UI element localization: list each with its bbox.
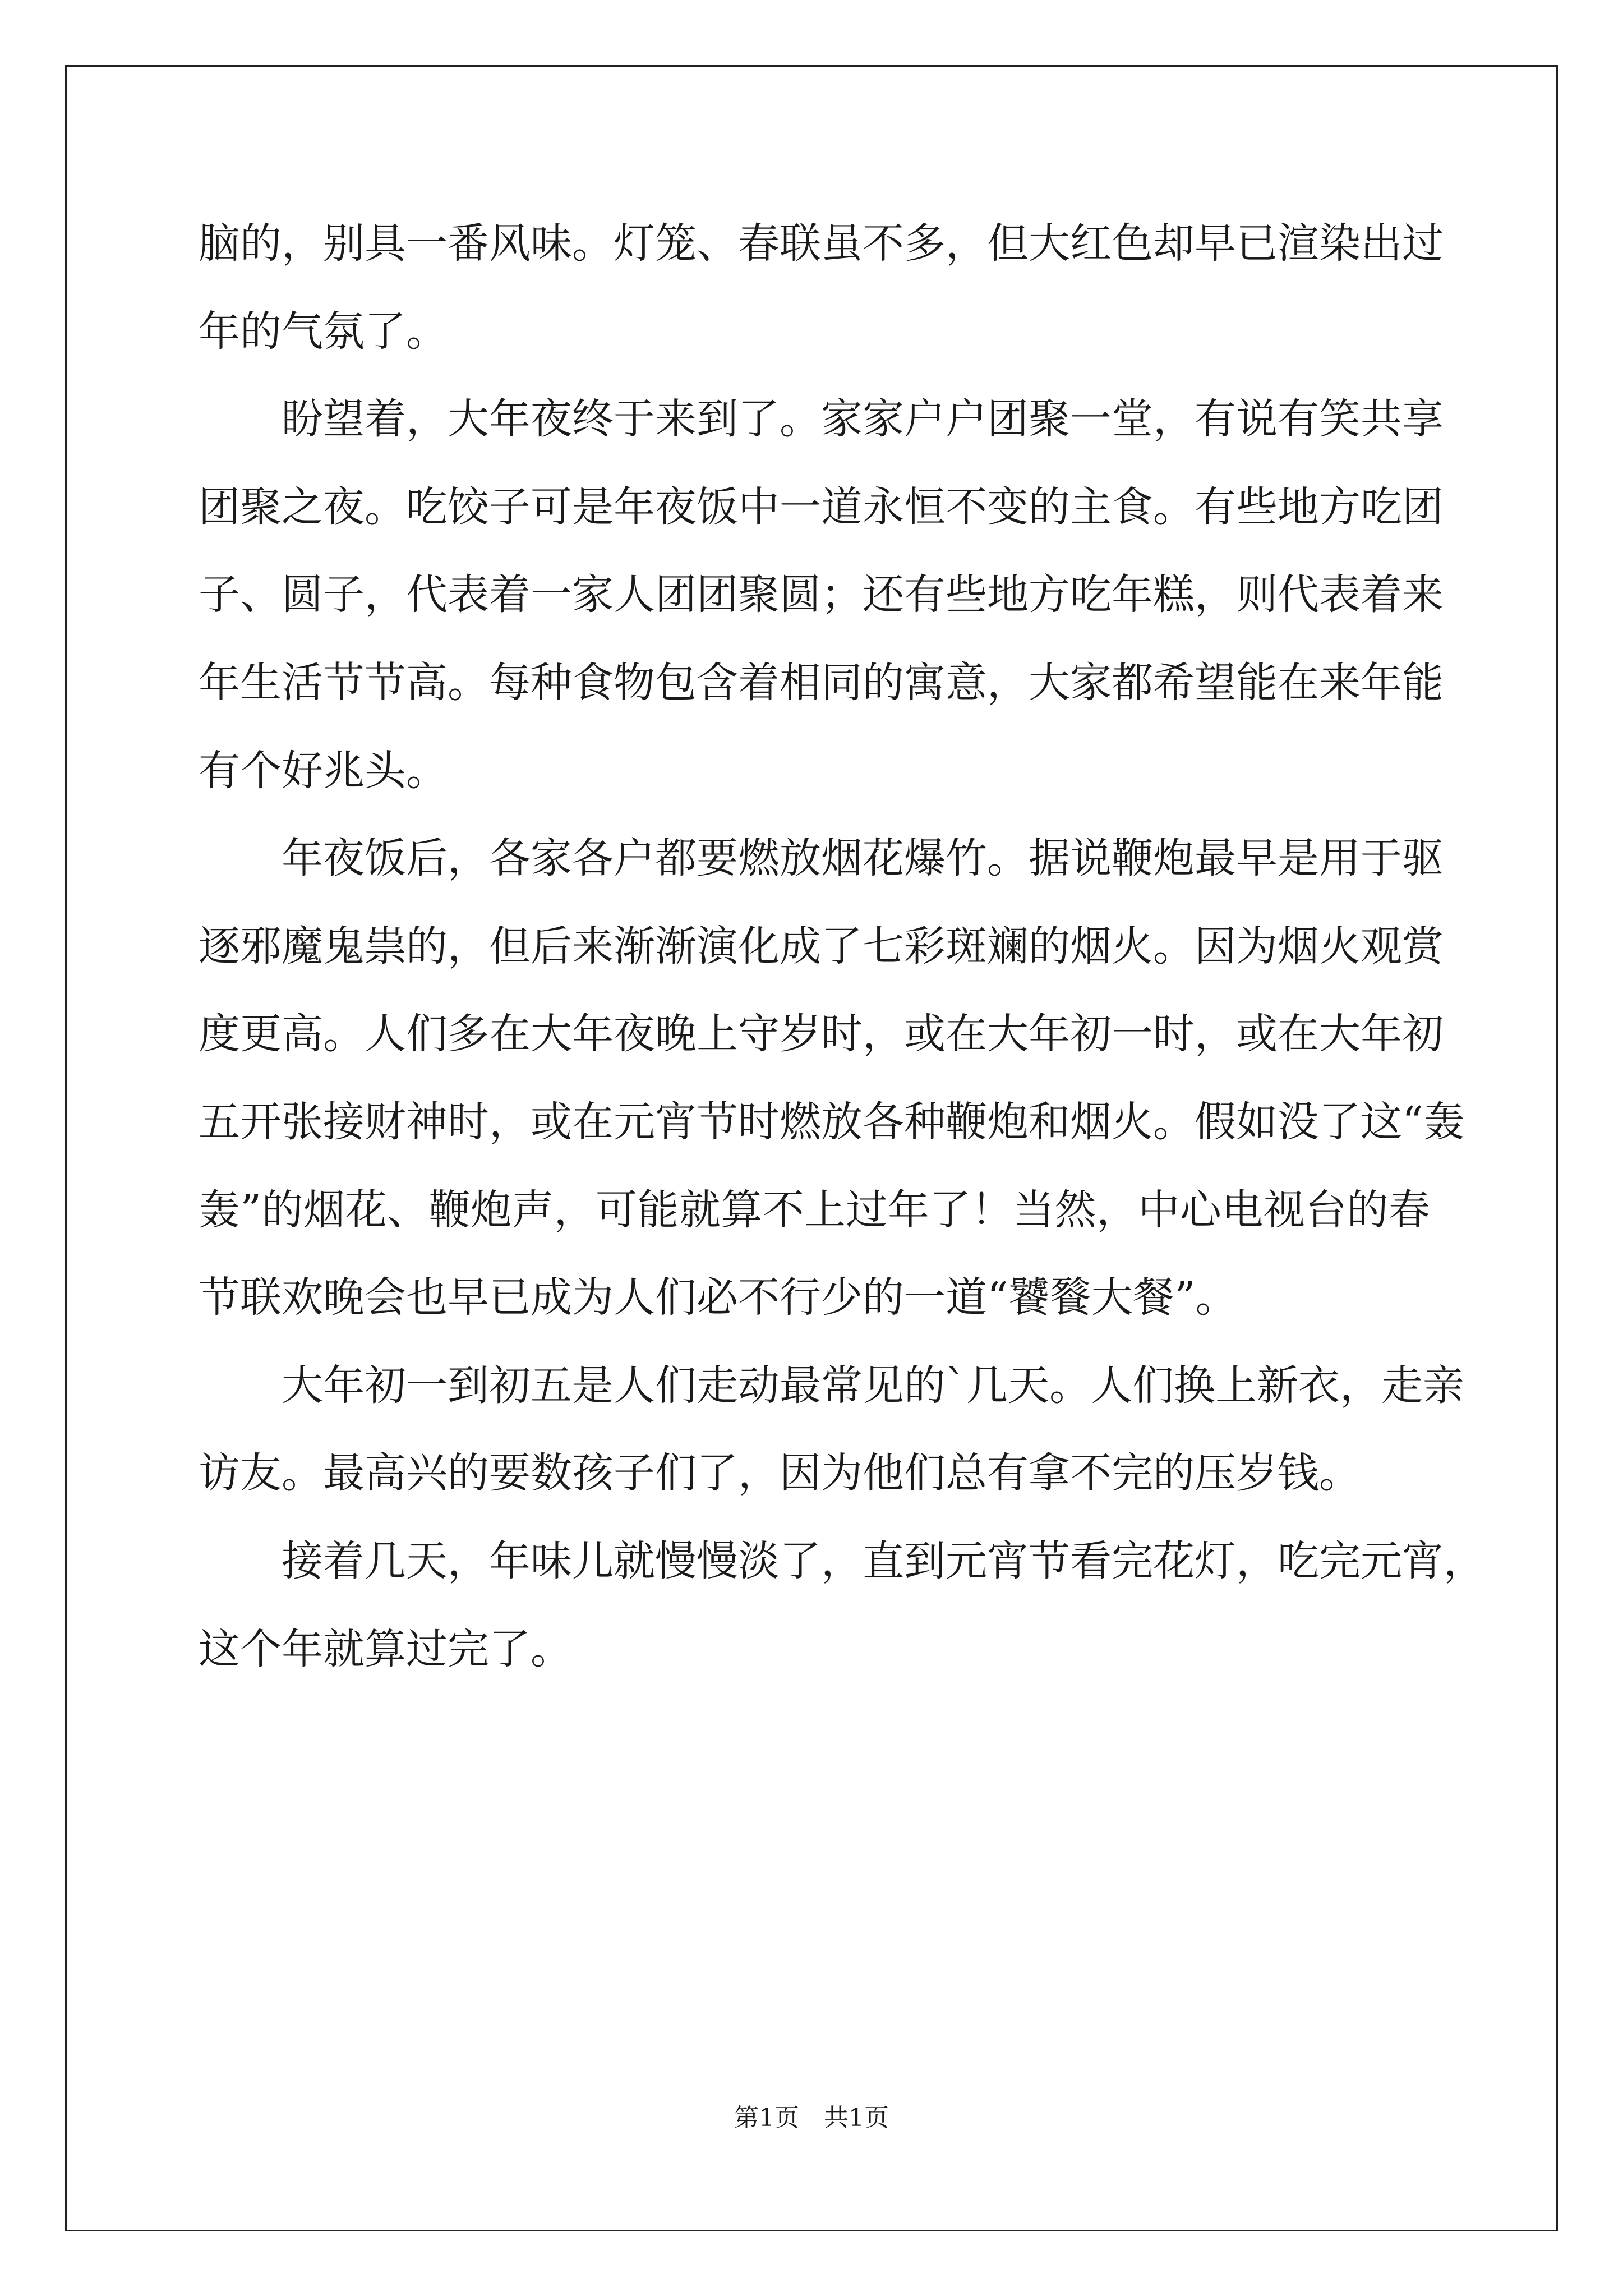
text-line: 脑的，别具一番风味。灯笼、春联虽不多，但大红色却早已渲染出过: [199, 219, 1444, 268]
text-line: 这个年就算过完了。: [199, 1625, 572, 1673]
text-line: 子、圆子，代表着一家人团团聚圆；还有些地方吃年糕，则代表着来: [199, 570, 1444, 619]
text-line: 年夜饭后，各家各户都要燃放烟花爆竹。据说鞭炮最早是用于驱: [282, 834, 1444, 883]
text-line: 度更高。人们多在大年夜晚上守岁时，或在大年初一时，或在大年初: [199, 1010, 1444, 1059]
text-line: 轰”的烟花、鞭炮声，可能就算不上过年了！当然，中心电视台的春: [199, 1185, 1430, 1234]
text-line: 年生活节节高。每种食物包含着相同的寓意，大家都希望能在来年能: [199, 658, 1444, 707]
text-line: 团聚之夜。吃饺子可是年夜饭中一道永恒不变的主食。有些地方吃团: [199, 482, 1444, 531]
text-line: 年的气氛了。: [199, 307, 448, 356]
text-line: 逐邪魔鬼祟的，但后来渐渐演化成了七彩斑斓的烟火。因为烟火观赏: [199, 922, 1444, 970]
text-line: 大年初一到初五是人们走动最常见的`几天。人们换上新衣，走亲: [282, 1361, 1464, 1410]
document-body: [199, 200, 1485, 1693]
text-line: 接着几天，年味儿就慢慢淡了，直到元宵节看完花灯，吃完元宵，: [282, 1536, 1485, 1585]
text-line: 访友。最高兴的要数孩子们了，因为他们总有拿不完的压岁钱。: [199, 1449, 1361, 1498]
text-line: 盼望着，大年夜终于来到了。家家户户团聚一堂，有说有笑共享: [282, 395, 1444, 444]
page-number: 第1页 共1页: [734, 2104, 889, 2132]
text-line: 有个好兆头。: [199, 746, 448, 795]
text-line: 五开张接财神时，或在元宵节时燃放各种鞭炮和烟火。假如没了这“轰: [199, 1097, 1465, 1146]
text-line: 节联欢晚会也早已成为人们必不行少的一道“饕餮大餐”。: [199, 1273, 1237, 1322]
